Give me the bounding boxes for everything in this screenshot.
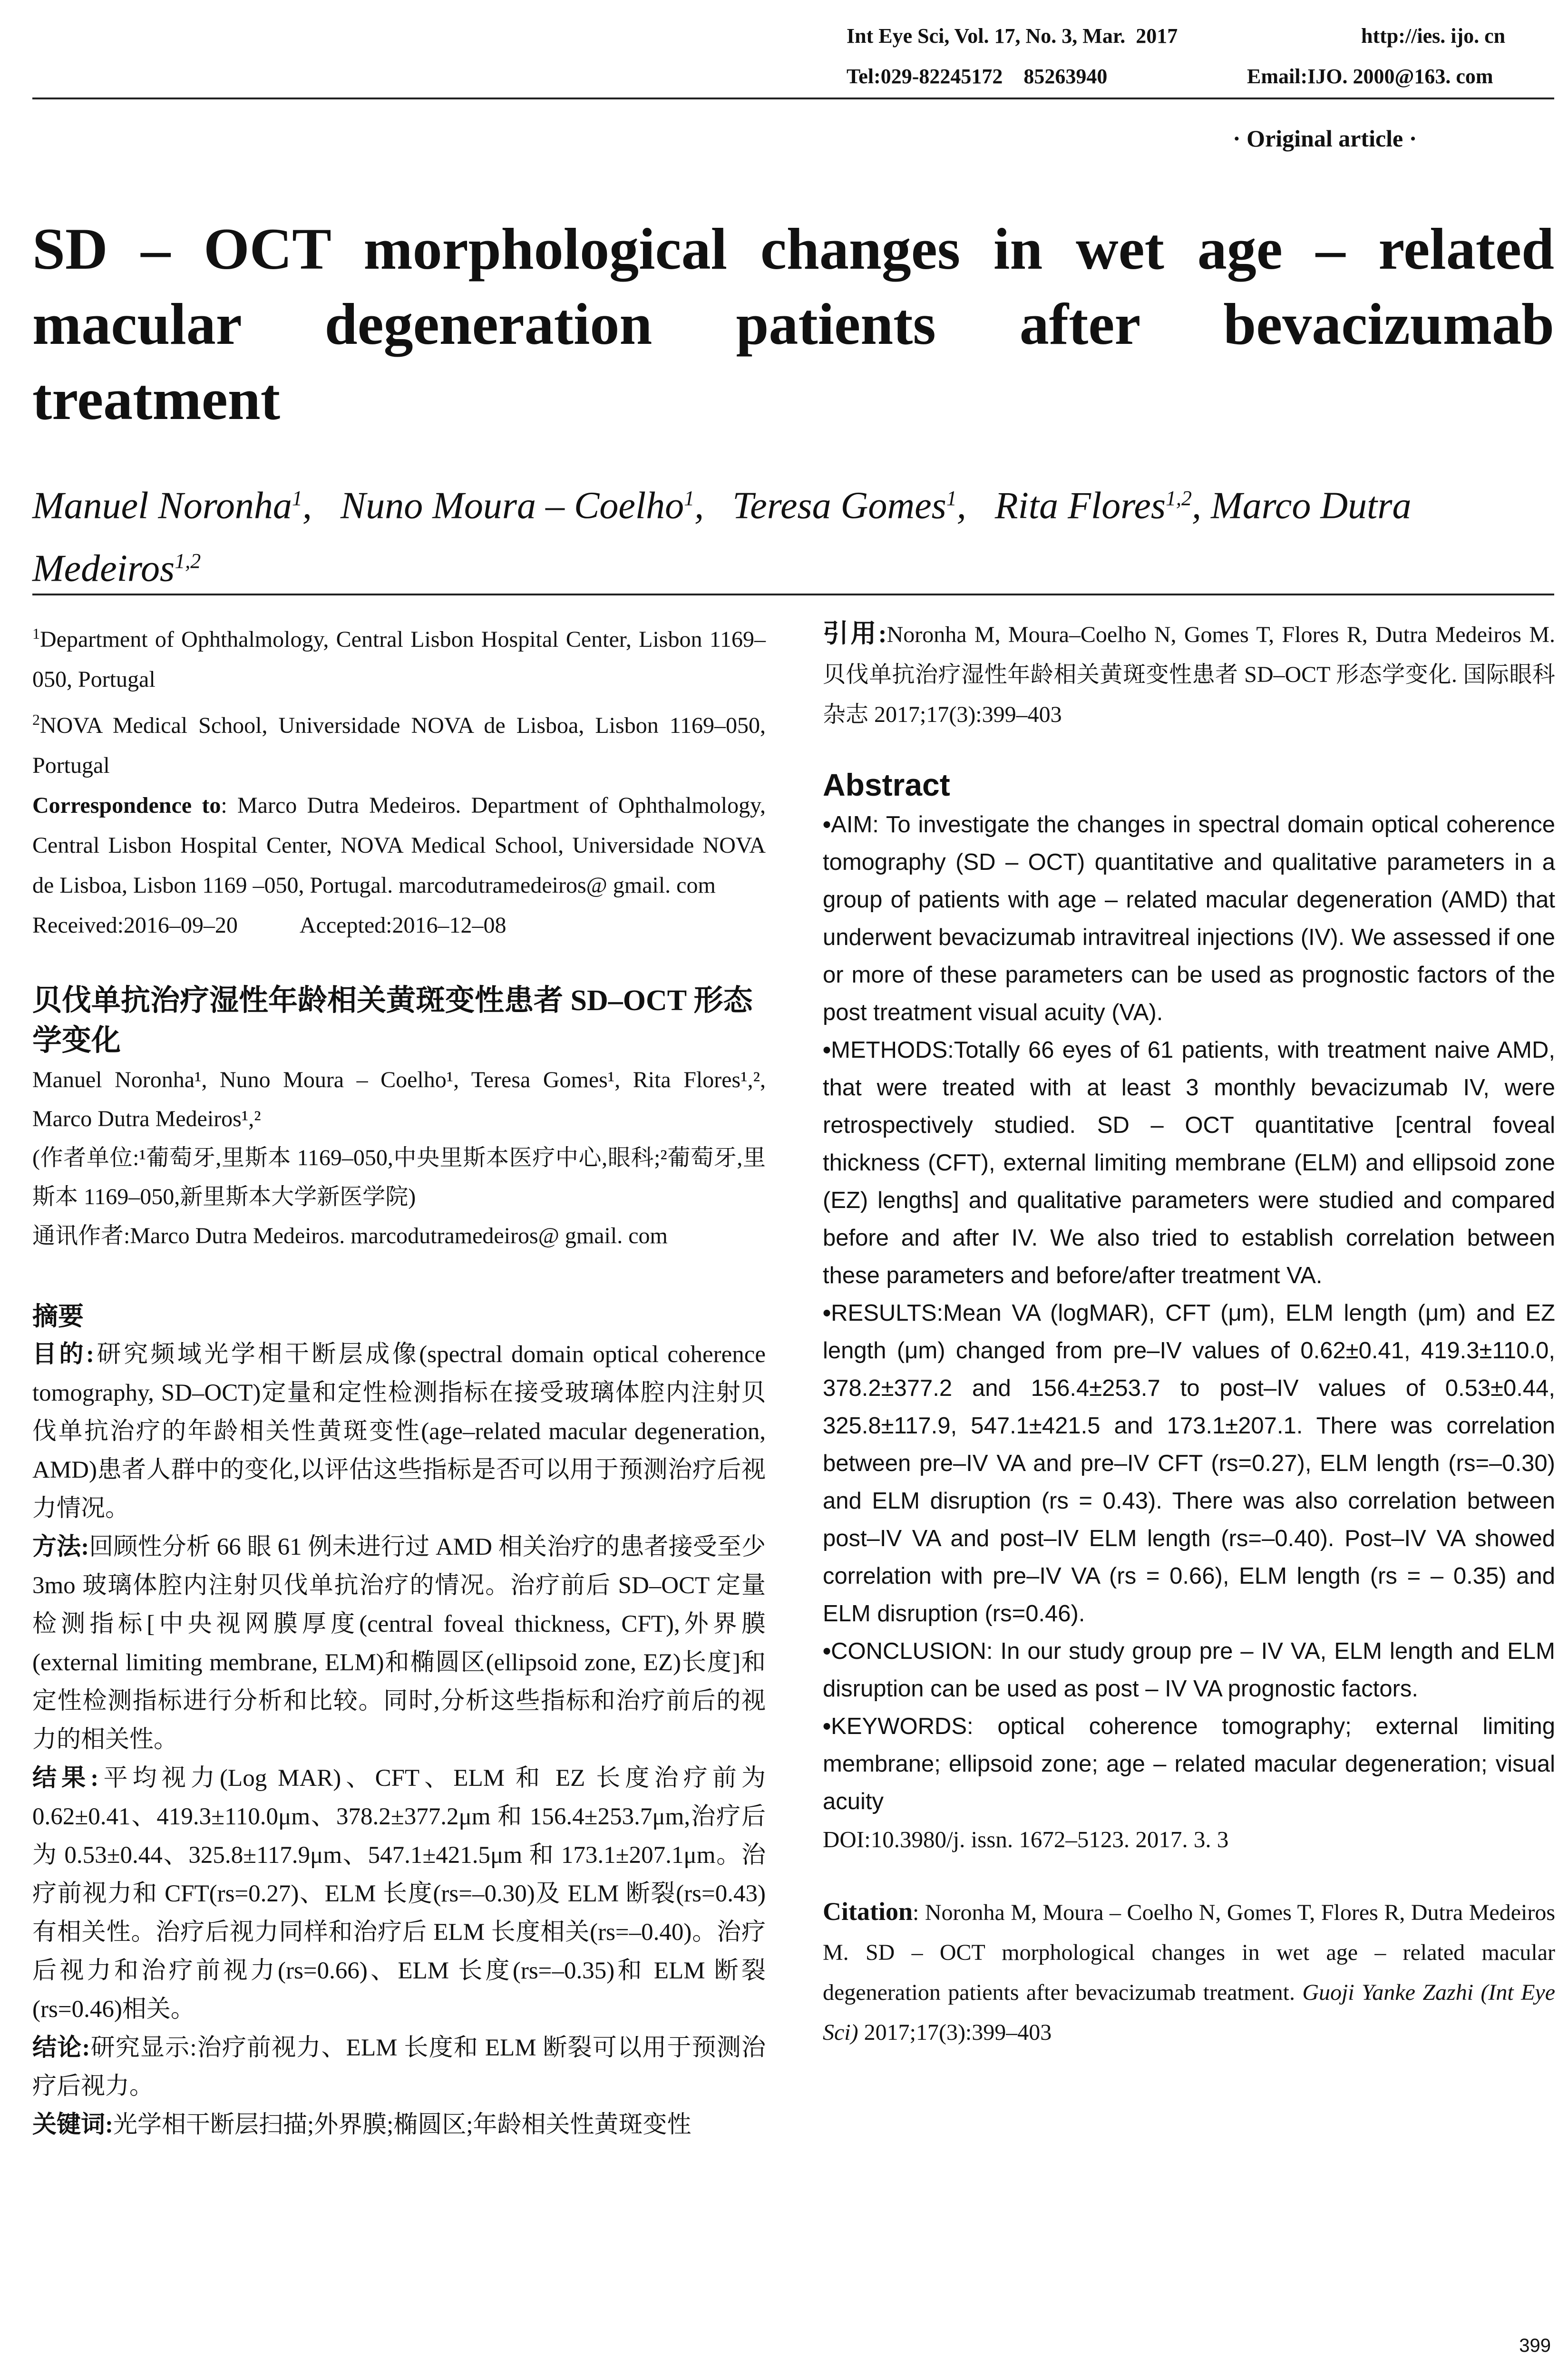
author-name: Rita Flores [994, 485, 1166, 527]
abstract-conclusion [823, 1633, 1555, 1708]
abstract-methods-label: METHODS: [831, 1037, 954, 1063]
en-citation-label: Citation [823, 1897, 913, 1926]
cn-citation-label: 引用: [823, 619, 887, 648]
abstract-results-label: RESULTS: [831, 1300, 944, 1326]
cn-correspondence: 通讯作者:Marco Dutra Medeiros. marcodutramedeiros@ gmail. com [32, 1223, 668, 1248]
abstract-keywords [823, 1708, 1555, 1821]
affiliation-1 [32, 614, 766, 700]
accepted-date: Accepted:2016–12–08 [299, 913, 506, 938]
journal-url: http://ies. ijo. cn [1361, 24, 1506, 48]
abstract-keywords-text: optical coherence tomography; external limiting membrane; ellipsoid zone; age – related macular degeneration; visual acuity [823, 1714, 1555, 1814]
author-name: Teresa Gomes [732, 485, 946, 527]
cn-methods [32, 1528, 766, 1759]
cn-keywords-text: 光学相干断层扫描;外界膜;椭圆区;年龄相关性黄斑变性 [113, 2112, 691, 2138]
cn-results [32, 1759, 766, 2029]
abstract-conclusion-label: CONCLUSION: [831, 1638, 993, 1664]
author-affiliation-marker: 1 [946, 487, 957, 510]
doi: DOI:10.3980/j. issn. 1672–5123. 2017. 3. 3 [823, 1826, 1229, 1852]
affiliation-marker: 1 [32, 625, 40, 642]
author-affiliation-marker: 1,2 [175, 549, 201, 573]
cn-methods-text: 回顾性分析 66 眼 61 例未进行过 AMD 相关治疗的患者接受至少 3mo 玻璃体腔内注射贝伐单抗治疗的情况。治疗前后 SD–OCT 定量检测指标[中央视网膜厚度(central foveal thickness, CFT),外界膜(external limiting membrane, ELM)和椭圆区(ellipsoid zone, EZ)长度]和定性检测指标进行分析和比较。同时,分析这些指标和治疗前后的视力的相关性。 [32, 1534, 766, 1753]
cn-aim [32, 1335, 766, 1528]
affiliation-marker: 2 [32, 711, 40, 728]
title-rule [32, 594, 1554, 595]
author-name: Nuno Moura – Coelho [340, 485, 684, 527]
abstract-keywords-label: KEYWORDS: [831, 1714, 974, 1739]
right-column [823, 614, 1555, 2053]
left-column [32, 614, 766, 2144]
cn-affiliation: (作者单位:¹葡萄牙,里斯本 1169–050,中央里斯本医疗中心,眼科;²葡萄牙,里斯本 1169–050,新里斯本大学新医学院) [32, 1145, 766, 1209]
page-number: 399 [1519, 2335, 1551, 2356]
abstract-aim [823, 806, 1555, 1032]
correspondence-label: Correspondence to [32, 793, 221, 818]
cn-conclusion-label: 结论: [32, 2035, 90, 2061]
journal-tel: Tel:029-82245172 85263940 [847, 65, 1108, 88]
header-rule [32, 97, 1554, 99]
received-date: Received:2016–09–20 [32, 913, 238, 938]
abstract-conclusion-text: In our study group pre – IV VA, ELM length and ELM disruption can be used as post – IV VA prognostic factors. [823, 1638, 1555, 1702]
affiliation-2 [32, 700, 766, 786]
affiliation-text: Department of Ophthalmology, Central Lisbon Hospital Center, Lisbon 1169–050, Portugal [32, 627, 766, 692]
cn-citation-text: Noronha M, Moura–Coelho N, Gomes T, Flores R, Dutra Medeiros M. 贝伐单抗治疗湿性年龄相关黄斑变性患者 SD–OCT 形态学变化. 国际眼科杂志 2017;17(3):399–403 [823, 622, 1555, 727]
abstract-heading: Abstract [823, 767, 950, 802]
journal-email: Email:IJO. 2000@163. com [1247, 65, 1493, 88]
journal-issue: Int Eye Sci, Vol. 17, No. 3, Mar. 2017 [847, 24, 1178, 48]
cn-results-label: 结果: [32, 1765, 99, 1792]
abstract-aim-text: To investigate the changes in spectral domain optical coherence tomography (SD – OCT) quantitative and qualitative parameters in a group of patients with age – related macular degeneration (AMD) that underwent bevacizumab intravitreal injections (IV). We assessed if one or more of these parameters can be used as prognostic factors of the post treatment visual acuity (VA). [823, 812, 1555, 1025]
en-citation-journal: Guoji Yanke Zazhi (Int Eye Sci) [823, 1980, 1555, 2045]
en-citation [823, 1891, 1555, 2053]
cn-conclusion [32, 2029, 766, 2106]
cn-keywords [32, 2106, 766, 2144]
author-name: Marco Dutra Medeiros [32, 485, 1412, 590]
cn-results-text: 平均视力(Log MAR)、CFT、ELM 和 EZ 长度治疗前为 0.62±0.41、419.3±110.0μm、378.2±377.2μm 和 156.4±253.7μm,治疗后为 0.53±0.44、325.8±117.9μm、547.1±421.5μm 和 173.1±207.1μm。治疗前视力和 CFT(rs=0.27)、ELM 长度(rs=–0.30)及 ELM 断裂(rs=0.43)有相关性。治疗后视力同样和治疗后 ELM 长度相关(rs=–0.40)。治疗后视力和治疗前视力(rs=0.66)、ELM 长度(rs=–0.35)和 ELM 断裂(rs=0.46)相关。 [32, 1765, 766, 2023]
author-name: Manuel Noronha [32, 485, 292, 527]
cn-authors: Manuel Noronha¹, Nuno Moura – Coelho¹, Teresa Gomes¹, Rita Flores¹,², Marco Dutra Medeiros¹,² [32, 1067, 766, 1131]
author-list: Manuel Noronha$^1$, Nuno Moura – Coelho$^1$, Teresa Gomes$^1$, Rita Flores$^{1,2}$, Marco Dutra Medeiros$^{1,2}$ [32, 485, 1412, 590]
cn-conclusion-text: 研究显示:治疗前视力、ELM 长度和 ELM 断裂可以用于预测治疗后视力。 [32, 2035, 766, 2100]
cn-title: 贝伐单抗治疗湿性年龄相关黄斑变性患者 SD–OCT 形态学变化 [32, 984, 753, 1057]
cn-citation [823, 614, 1555, 735]
article-title: SD – OCT morphological changes in wet age – related macular degeneration patients after bevacizumab treatment [32, 216, 1554, 432]
abstract-results [823, 1295, 1555, 1633]
dates [32, 906, 766, 945]
affiliation-text: NOVA Medical School, Universidade NOVA de Lisboa, Lisbon 1169–050, Portugal [32, 713, 766, 778]
cn-keywords-label: 关键词: [32, 2112, 113, 2138]
cn-methods-label: 方法: [32, 1534, 89, 1560]
abstract-results-text: Mean VA (logMAR), CFT (μm), ELM length (μm) and EZ length (μm) changed from pre–IV values of 0.62±0.41, 419.3±110.0, 378.2±377.2 and 156.4±253.7 to post–IV values of 0.53±0.44, 325.8±117.9, 547.1±421.5 and 173.1±207.1. There was correlation between pre–IV VA and pre–IV CFT (rs=0.27), ELM length (rs=–0.30) and ELM disruption (rs = 0.43). There was also correlation between post–IV VA and post–IV ELM length (rs=–0.40). Post–IV VA showed correlation with pre–IV VA (rs = 0.66), ELM length (rs = – 0.35) and ELM disruption (rs=0.46). [823, 1300, 1555, 1627]
author-affiliation-marker: 1 [684, 487, 695, 510]
en-citation-ref: 2017;17(3):399–403 [858, 2020, 1052, 2045]
correspondence-text: : Marco Dutra Medeiros. Department of Ophthalmology, Central Lisbon Hospital Center, NOVA Medical School, Universidade NOVA de Lisboa, Lisbon 1169 –050, Portugal. marcodutramedeiros@ gmail. com [32, 793, 766, 898]
cn-aim-label: 目的: [32, 1341, 94, 1368]
abstract-aim-label: AIM: [831, 812, 879, 838]
abstract-methods [823, 1032, 1555, 1295]
abstract-methods-text: Totally 66 eyes of 61 patients, with treatment naive AMD, that were treated with at least 3 monthly bevacizumab IV, were retrospectively studied. SD – OCT quantitative [central foveal thickness (CFT), external limiting membrane (ELM) and ellipsoid zone (EZ) lengths] and qualitative parameters were studied and compared before and after IV. We also tried to establish correlation between these parameters and before/after treatment VA. [823, 1037, 1555, 1288]
en-citation-text: : Noronha M, Moura – Coelho N, Gomes T, Flores R, Dutra Medeiros M. SD – OCT morphological changes in wet age – related macular degeneration patients after bevacizumab treatment. [823, 1900, 1555, 2005]
cn-aim-text: 研究频域光学相干断层成像(spectral domain optical coherence tomography, SD–OCT)定量和定性检测指标在接受玻璃体腔内注射贝伐单抗治疗的年龄相关性黄斑变性(age–related macular degeneration, AMD)患者人群中的变化,以评估这些指标是否可以用于预测治疗后视力情况。 [32, 1341, 766, 1522]
article-type: · Original article · [1233, 125, 1417, 152]
author-affiliation-marker: 1,2 [1166, 487, 1192, 510]
author-affiliation-marker: 1 [292, 487, 302, 510]
cn-abstract-heading: 摘要 [32, 1302, 84, 1331]
correspondence [32, 786, 766, 906]
